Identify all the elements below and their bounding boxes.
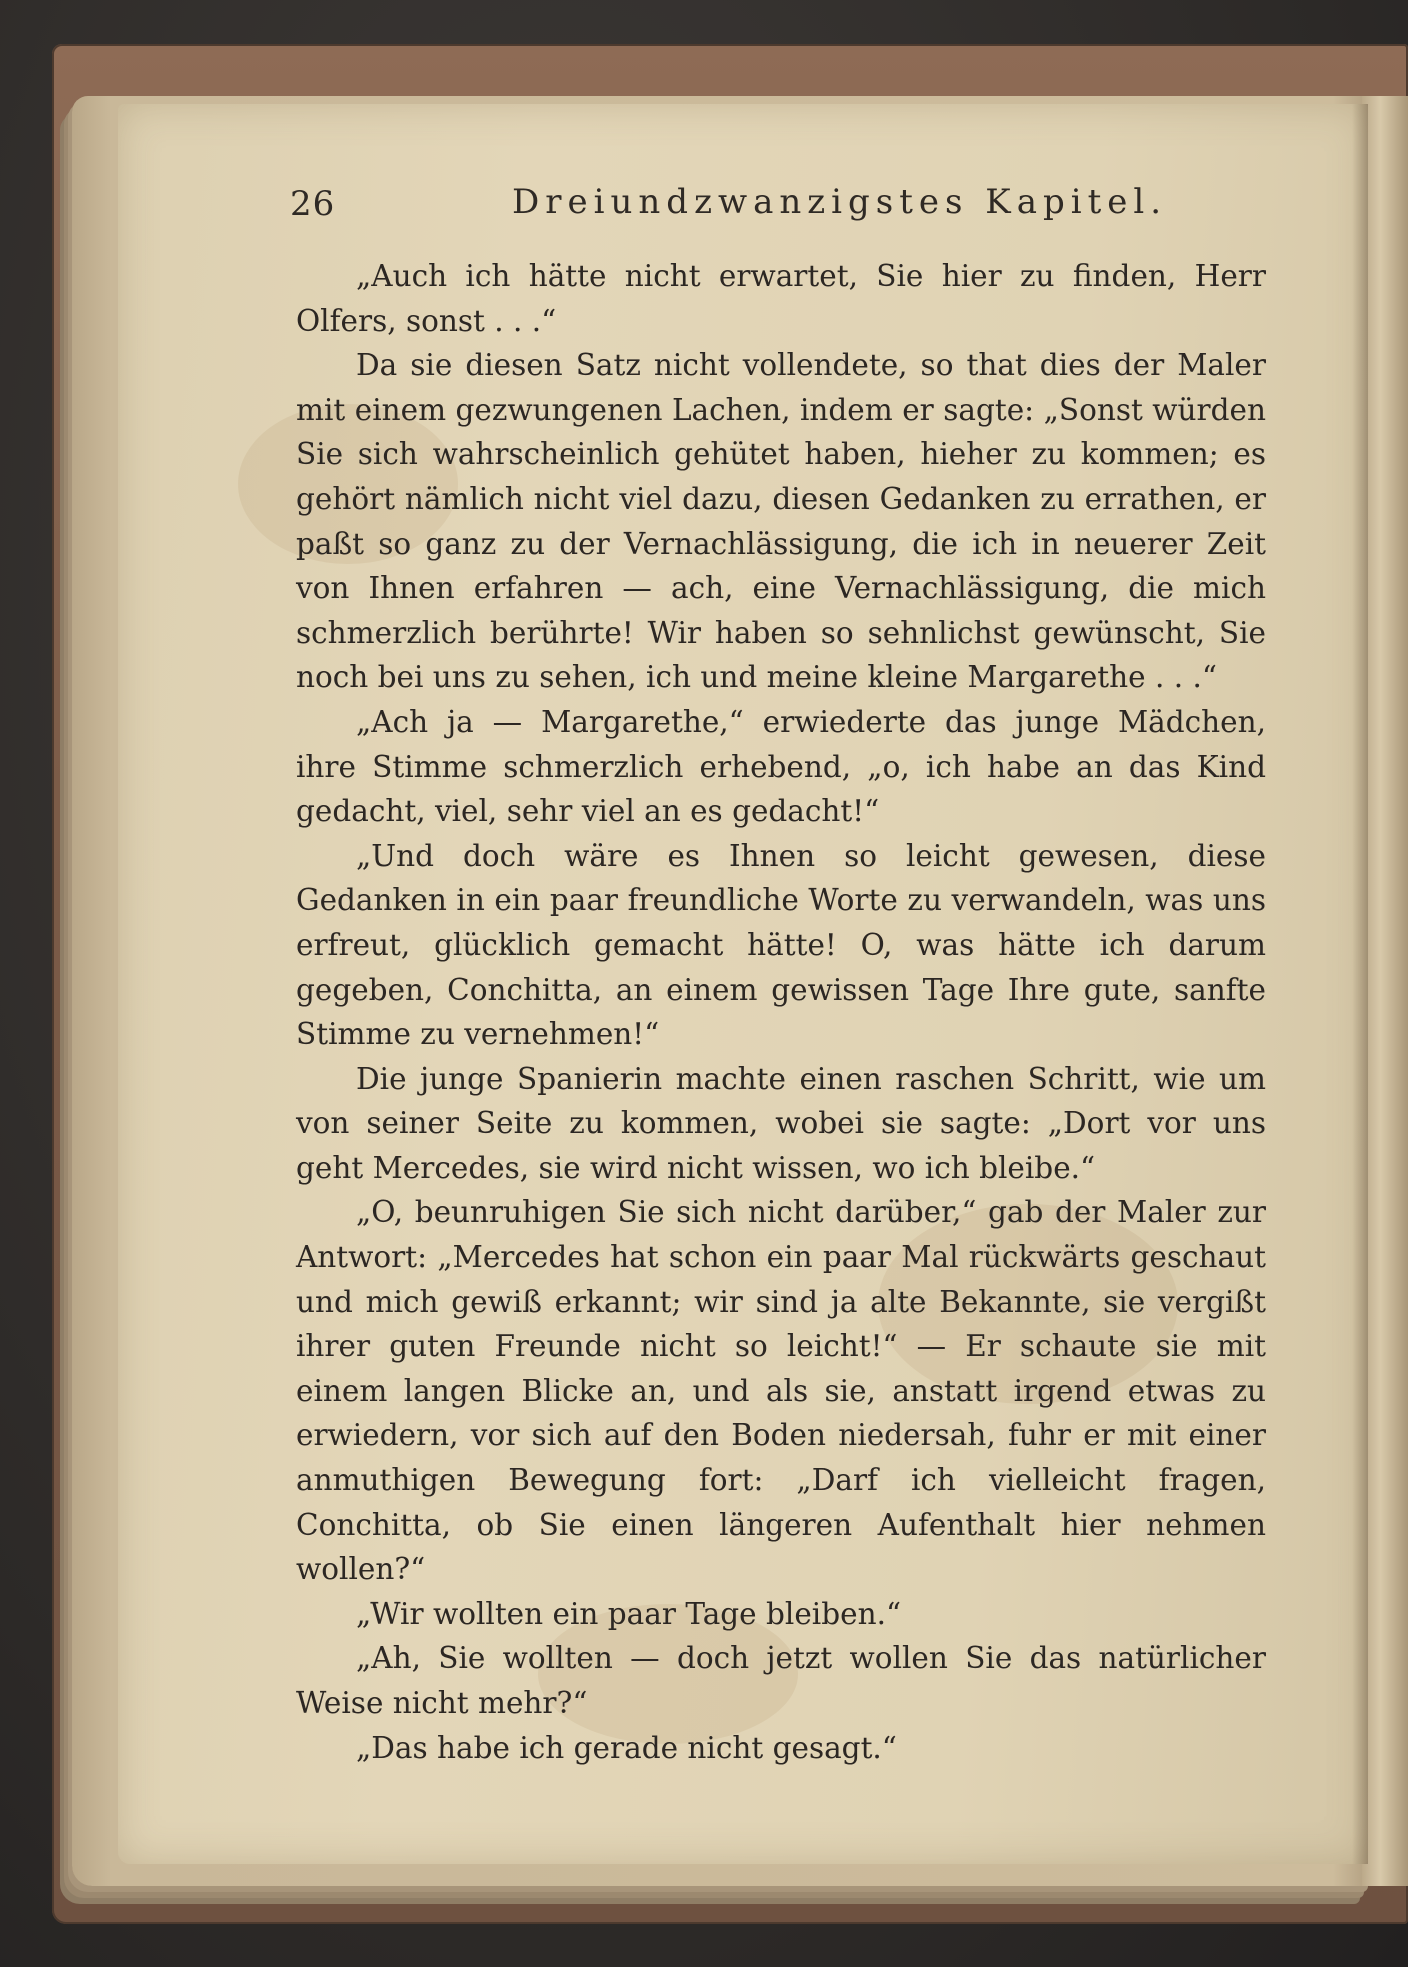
paragraph: „Das habe ich gerade nicht gesagt.“ [356, 1730, 897, 1765]
paragraph: „Und doch wäre es Ihnen so leicht gewesen, diese Gedanken in ein paar freundliche Worte zu verwandeln, was uns erfreut, glücklich gemacht hätte! O, was hätte ich darum gegeben, Conchitta, an einem gewissen Tage Ihre gute, sanfte Stimme zu vernehmen!“ [296, 838, 1266, 1052]
body-text [296, 254, 1266, 1770]
paragraph: „Ach ja — Margarethe,“ erwiederte das junge Mädchen, ihre Stimme schmerzlich erhebend, „o, ich habe an das Kind gedacht, viel, sehr viel an es gedacht!“ [296, 704, 1266, 829]
paragraph: „Auch ich hätte nicht erwartet, Sie hier zu finden, Herr Olfers, sonst . . .“ [296, 259, 1266, 338]
page-number: 26 [290, 184, 336, 224]
book-gutter [1362, 96, 1408, 1886]
paragraph: „Ah, Sie wollten — doch jetzt wollen Sie das natürlicher Weise nicht mehr?“ [296, 1641, 1266, 1720]
gutter-shadow [1352, 104, 1368, 1864]
paragraph: Die junge Spanierin machte einen raschen Schritt, wie um von seiner Seite zu kommen, wobei sie sagte: „Dort vor uns geht Mercedes, sie wird nicht wissen, wo ich bleibe.“ [296, 1061, 1266, 1185]
paragraph: „Wir wollten ein paar Tage bleiben.“ [356, 1596, 902, 1631]
page-header [290, 178, 1300, 234]
paragraph: Da sie diesen Satz nicht vollendete, so that dies der Maler mit einem gezwungenen Lachen, indem er sagte: „Sonst würden Sie sich wahrscheinlich gehütet haben, hieher zu kommen; es gehört nämlich nicht viel dazu, diesen Gedanken zu errathen, er paßt so ganz zu der Vernachlässigung, die ich in neuerer Zeit von Ihnen erfahren — ach, eine Vernachlässigung, die mich schmerzlich berührte! Wir haben so sehnlichst gewünscht, Sie noch bei uns zu sehen, ich und meine kleine Margarethe . . .“ [296, 348, 1266, 695]
paragraph: „O, beunruhigen Sie sich nicht darüber,“ gab der Maler zur Antwort: „Mercedes hat schon ein paar Mal rückwärts geschaut und mich gewiß erkannt; wir sind ja alte Bekannte, sie vergißt ihrer guten Freunde nicht so leicht!“ — Er schaute sie mit einem langen Blicke an, und als sie, anstatt irgend etwas zu erwiedern, vor sich auf den Boden niedersah, fuhr er mit einer anmuthigen Bewegung fort: „Darf ich vielleicht fragen, Conchitta, ob Sie einen längeren Aufenthalt hier nehmen wollen?“ [296, 1195, 1266, 1587]
running-head: Dreiundzwanzigstes Kapitel. [512, 182, 1168, 222]
